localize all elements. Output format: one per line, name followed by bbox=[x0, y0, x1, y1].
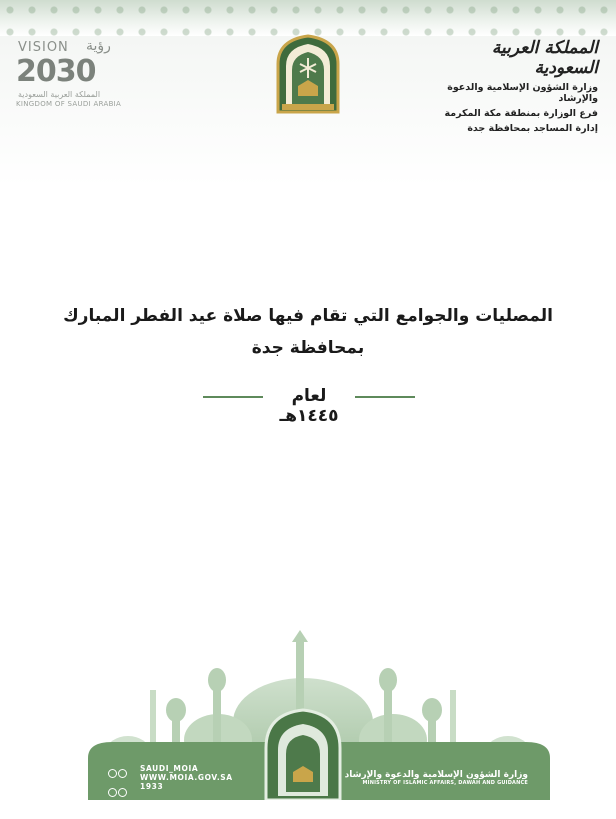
website-link[interactable]: WWW.MOIA.GOV.SA bbox=[140, 773, 233, 782]
document-year: لعام ١٤٤٥هـ bbox=[279, 386, 339, 426]
ministry-line: وزارة الشؤون الإسلامية والدعوة والإرشاد bbox=[447, 82, 598, 104]
document-title: المصليات والجوامع التي تقام فيها صلاة عيد الفطر المبارك bbox=[63, 306, 553, 326]
document-subtitle: بمحافظة جدة bbox=[251, 338, 365, 358]
instagram-icon[interactable] bbox=[118, 769, 127, 778]
social-icons bbox=[108, 764, 132, 802]
divider-left bbox=[203, 396, 263, 398]
department-line: إدارة المساجد بمحافظة جدة bbox=[467, 123, 598, 134]
vision-arabic: رؤية bbox=[86, 38, 111, 54]
branch-line: فرع الوزارة بمنطقة مكة المكرمة bbox=[444, 108, 598, 119]
footer-contact bbox=[140, 764, 233, 791]
footer-ministry bbox=[345, 770, 528, 786]
kingdom-header bbox=[428, 38, 598, 134]
ministry-emblem bbox=[268, 34, 348, 114]
divider-right bbox=[355, 396, 415, 398]
kingdom-title: المملكة العربية السعودية bbox=[491, 38, 598, 78]
vision-word: VISION bbox=[18, 40, 69, 55]
twitter-icon[interactable] bbox=[108, 769, 117, 778]
footer-ministry-arabic: وزارة الشؤون الإسلامية والدعوة والإرشاد bbox=[344, 770, 528, 780]
top-pattern-band bbox=[0, 0, 616, 36]
footer-ministry-english: MINISTRY OF ISLAMIC AFFAIRS, DAWAH AND GUIDANCE bbox=[362, 780, 528, 786]
phone-number[interactable]: 1933 bbox=[140, 782, 164, 791]
year-row bbox=[203, 386, 415, 426]
social-handle[interactable]: SAUDI_MOIA bbox=[140, 764, 199, 773]
vision-year: 2030 bbox=[16, 54, 96, 89]
phone-icon[interactable] bbox=[118, 788, 127, 797]
facebook-icon[interactable] bbox=[108, 788, 117, 797]
vision-arabic-subtitle: المملكة العربية السعودية bbox=[18, 90, 101, 99]
vision-english-subtitle: KINGDOM OF SAUDI ARABIA bbox=[16, 100, 122, 108]
document-title-block bbox=[0, 306, 616, 358]
vision-2030-logo bbox=[14, 40, 124, 110]
